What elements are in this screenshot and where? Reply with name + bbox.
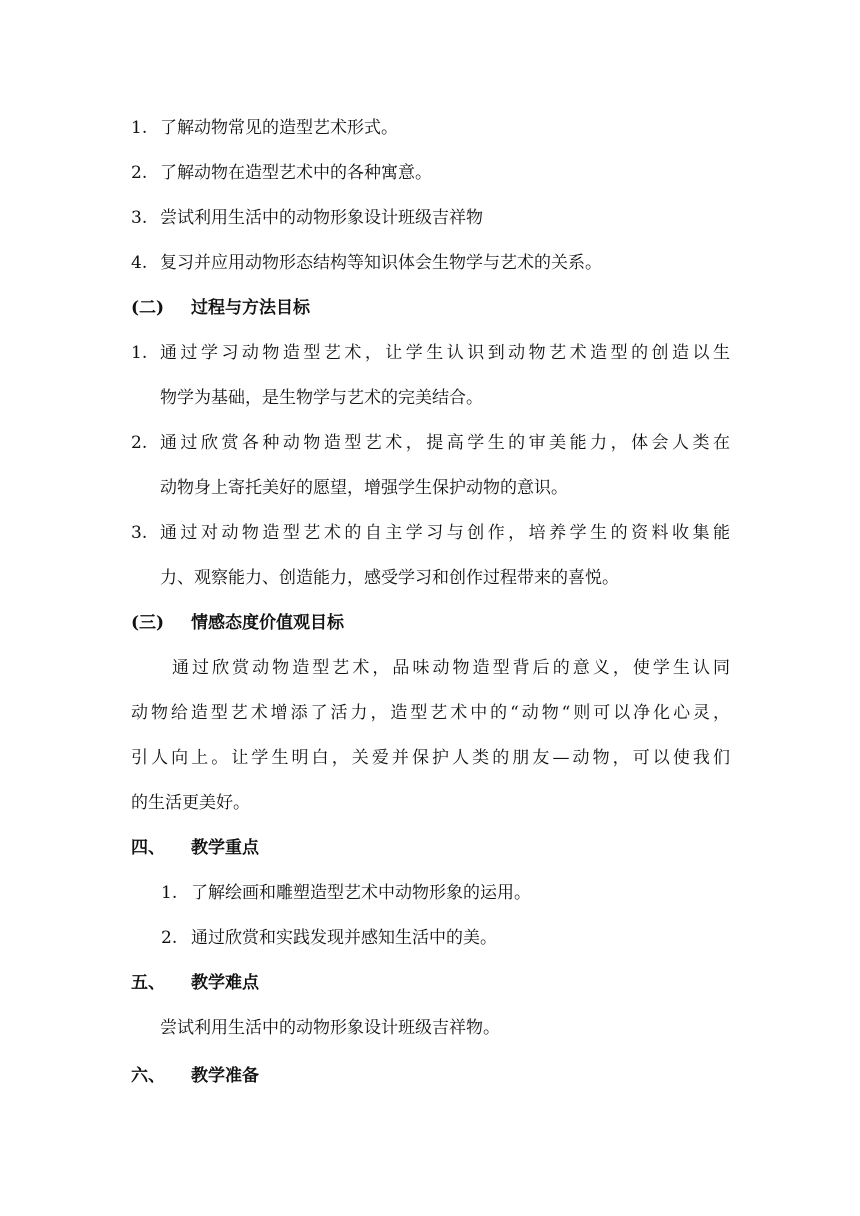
paragraph-line: 引人向上。让学生明白，关爱并保护人类的朋友—动物，可以使我们 — [131, 748, 730, 768]
list-number: 2. — [131, 433, 148, 453]
list-number: 1. — [131, 118, 148, 138]
list-number: 3. — [131, 523, 148, 543]
list-item: 通过学习动物造型艺术，让学生认识到动物艺术造型的创造以生 — [160, 343, 730, 363]
list-number: 1. — [131, 343, 148, 363]
difficulty-text: 尝试利用生活中的动物形象设计班级吉祥物。 — [160, 1018, 500, 1038]
list-number: 3. — [131, 208, 148, 228]
section-heading: 过程与方法目标 — [191, 298, 310, 318]
list-number: 1. — [161, 883, 178, 903]
section-heading: 教学难点 — [191, 973, 259, 993]
list-number: 4. — [131, 253, 148, 273]
section-heading: 教学准备 — [191, 1066, 259, 1086]
list-item: 了解动物常见的造型艺术形式。 — [160, 118, 398, 138]
list-item: 通过欣赏各种动物造型艺术，提高学生的审美能力，体会人类在 — [160, 433, 730, 453]
list-item: 复习并应用动物形态结构等知识体会生物学与艺术的关系。 — [160, 253, 602, 273]
paragraph-line: 动物给造型艺术增添了活力，造型艺术中的“动物“则可以净化心灵， — [131, 703, 730, 723]
paragraph-line: 通过欣赏动物造型艺术，品味动物造型背后的意义，使学生认同 — [172, 658, 730, 678]
list-item: 了解动物在造型艺术中的各种寓意。 — [160, 163, 432, 183]
list-item-continuation: 力、观察能力、创造能力，感受学习和创作过程带来的喜悦。 — [160, 568, 619, 588]
list-number: 2. — [161, 928, 178, 948]
section-number: (二) — [131, 298, 165, 318]
list-number: 2. — [131, 163, 148, 183]
list-item: 尝试利用生活中的动物形象设计班级吉祥物 — [160, 208, 483, 228]
list-item-continuation: 物学为基础，是生物学与艺术的完美结合。 — [160, 388, 483, 408]
section-number: 四、 — [131, 838, 165, 858]
list-item: 了解绘画和雕塑造型艺术中动物形象的运用。 — [191, 883, 531, 903]
section-number: 五、 — [131, 973, 165, 993]
list-item: 通过欣赏和实践发现并感知生活中的美。 — [191, 928, 497, 948]
section-number: (三) — [131, 613, 165, 633]
list-item-continuation: 动物身上寄托美好的愿望，增强学生保护动物的意识。 — [160, 478, 568, 498]
list-item: 通过对动物造型艺术的自主学习与创作，培养学生的资料收集能 — [160, 523, 730, 543]
section-heading: 情感态度价值观目标 — [191, 613, 344, 633]
section-heading: 教学重点 — [191, 838, 259, 858]
section-number: 六、 — [131, 1066, 165, 1086]
paragraph-line: 的生活更美好。 — [131, 793, 250, 813]
